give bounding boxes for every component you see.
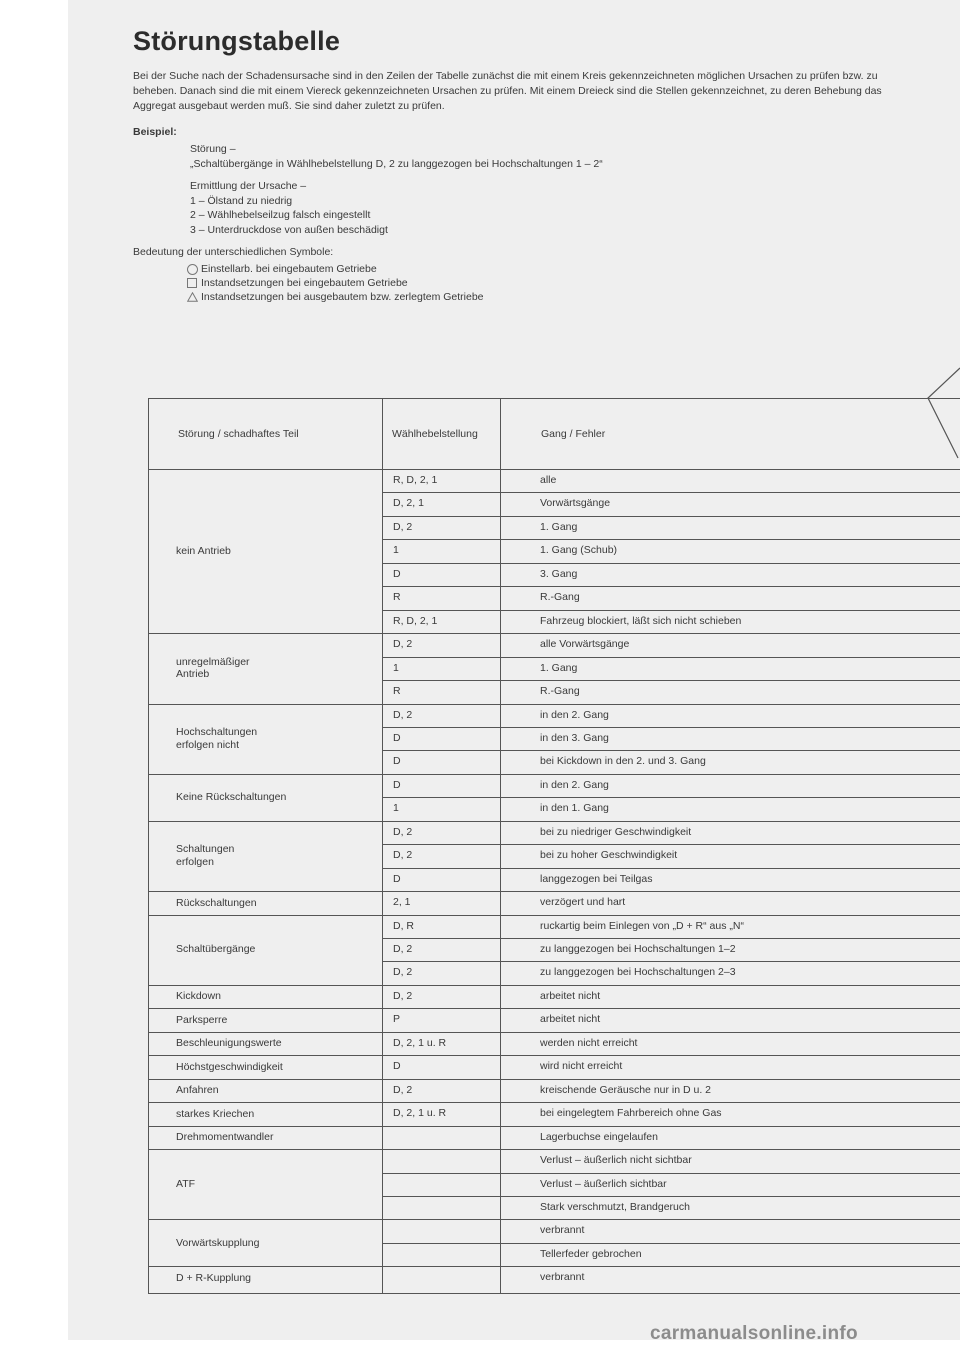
gear-fault-cell: 3. Gang <box>540 567 578 580</box>
selector-position-cell: D, 2 <box>393 1083 413 1096</box>
selector-position-cell: D, 2, 1 <box>393 497 424 510</box>
fault-group-label-line: erfolgen nicht <box>176 738 240 751</box>
cause-item: 3 – Unterdruckdose von außen beschädigt <box>190 223 388 236</box>
selector-position-cell: D <box>393 731 401 744</box>
selector-position-cell: R, D, 2, 1 <box>393 614 438 627</box>
cause-item: 2 – Wählhebelseilzug falsch eingestellt <box>190 209 371 221</box>
gear-fault-cell: Stark verschmutzt, Brandgeruch <box>540 1200 690 1213</box>
selector-position-cell: D <box>393 567 401 580</box>
fault-group-label <box>148 469 382 633</box>
header-selector: Wählhebelstellung <box>392 428 478 440</box>
fault-group-label <box>148 821 382 891</box>
selector-position-cell: D <box>393 872 401 885</box>
gear-fault-cell: Verlust – äußerlich sichtbar <box>540 1177 667 1190</box>
fault-group-label <box>148 985 382 1008</box>
gear-fault-cell: zu langgezogen bei Hochschaltungen 2–3 <box>540 966 736 979</box>
fault-group-label <box>148 1032 382 1055</box>
gear-fault-cell: in den 3. Gang <box>540 731 609 744</box>
page-title: Störungstabelle <box>133 26 341 56</box>
selector-position-cell: D, 2 <box>393 708 413 721</box>
fault-group-label-line: unregelmäßiger <box>176 655 250 668</box>
gear-fault-cell: Verlust – äußerlich nicht sichtbar <box>540 1154 692 1167</box>
selector-position-cell: D, 2 <box>393 825 413 838</box>
gear-fault-cell: bei zu hoher Geschwindigkeit <box>540 849 678 862</box>
intro-paragraph: Bei der Suche nach der Schadensursache sind in den Zeilen der Tabelle zunächst die mit einem Kreis gekennzeichneten möglichen Ursachen zu prüfen bzw. zu beheben. Danach sind die mit einem Viereck gekennzeichneten Ursachen zu prüfen. Mit einem Dreieck sind die Stellen gekennzeichnet, zu deren Behebung das Aggregat ausgebaut werden muß. Sie sind daher zuletzt zu prüfen. <box>133 70 882 112</box>
selector-position-cell: D, 2, 1 u. R <box>393 1036 447 1049</box>
gear-fault-cell: werden nicht erreicht <box>540 1036 638 1049</box>
fault-group-label-line: Höchstgeschwindigkeit <box>176 1060 283 1073</box>
fault-group-label-line: Parksperre <box>176 1013 228 1026</box>
fault-group-label <box>148 915 382 985</box>
fault-group-label-line: Schaltübergänge <box>176 943 256 956</box>
selector-position-cell: 1 <box>393 661 399 674</box>
gear-fault-cell: Lagerbuchse eingelaufen <box>540 1130 658 1143</box>
selector-position-cell: 1 <box>393 802 399 815</box>
fault-text: „Schaltübergänge in Wählhebelstellung D, 2 zu langgezogen bei Hochschaltungen 1 – 2“ <box>190 157 603 170</box>
gear-fault-cell: zu langgezogen bei Hochschaltungen 1–2 <box>540 943 736 955</box>
gear-fault-cell: langgezogen bei Teilgas <box>540 872 653 885</box>
fault-group-label-line: Beschleunigungswerte <box>176 1037 282 1050</box>
gear-fault-cell: 1. Gang <box>540 520 578 533</box>
fault-group-label <box>148 633 382 703</box>
gear-fault-cell: bei Kickdown in den 2. und 3. Gang <box>540 755 706 768</box>
selector-position-cell: D <box>393 1060 401 1073</box>
fault-group-label <box>148 1149 382 1219</box>
gear-fault-cell: 1. Gang (Schub) <box>540 544 618 557</box>
gear-fault-cell: arbeitet nicht <box>540 989 601 1002</box>
fault-group-label <box>148 1079 382 1102</box>
fault-table <box>148 398 960 1294</box>
triangle-icon <box>183 292 201 302</box>
fault-group-label-line: Drehmomentwandler <box>176 1131 274 1144</box>
page-content <box>133 26 893 304</box>
selector-position-cell: R, D, 2, 1 <box>393 474 438 486</box>
example-label: Beispiel: <box>133 126 177 138</box>
fault-group-label <box>148 891 382 914</box>
fault-group-label-line: Rückschaltungen <box>176 896 257 909</box>
symbol-text: Einstellarb. bei eingebautem Getriebe <box>201 263 377 275</box>
gear-fault-cell: kreischende Geräusche nur in D u. 2 <box>540 1083 712 1096</box>
gear-fault-cell: R.-Gang <box>540 685 580 698</box>
selector-position-cell: D, R <box>393 919 414 932</box>
gear-fault-cell: in den 1. Gang <box>540 802 609 815</box>
fault-group-label-line: Kickdown <box>176 990 221 1003</box>
symbol-legend <box>183 262 893 304</box>
gear-fault-cell: ruckartig beim Einlegen von „D + R“ aus „N“ <box>540 919 744 932</box>
gear-fault-cell: verbrannt <box>540 1224 585 1237</box>
selector-position-cell: 2, 1 <box>393 896 411 909</box>
square-icon <box>183 278 201 288</box>
selector-position-cell: D, 2 <box>393 520 413 533</box>
gear-fault-cell: alle Vorwärtsgänge <box>540 638 630 651</box>
fault-group-label <box>148 774 382 821</box>
symbols-label: Bedeutung der unterschiedlichen Symbole: <box>133 246 334 258</box>
selector-position-cell: D, 2 <box>393 638 413 651</box>
selector-position-cell: D, 2 <box>393 989 413 1002</box>
fault-group-label <box>148 1219 382 1266</box>
header-fault: Störung / schadhaftes Teil <box>178 428 299 440</box>
selector-position-cell: D, 2 <box>393 943 413 955</box>
selector-position-cell: R <box>393 685 401 698</box>
gear-fault-cell: in den 2. Gang <box>540 778 609 791</box>
selector-position-cell: D <box>393 778 401 791</box>
gear-fault-cell: Fahrzeug blockiert, läßt sich nicht schieben <box>540 614 742 627</box>
gear-fault-cell: 1. Gang <box>540 661 578 674</box>
gear-fault-cell: alle <box>540 474 557 486</box>
gear-fault-cell: Tellerfeder gebrochen <box>540 1247 642 1260</box>
gear-fault-cell: verbrannt <box>540 1271 585 1284</box>
selector-position-cell: P <box>393 1013 401 1026</box>
gear-fault-cell: bei eingelegtem Fahrbereich ohne Gas <box>540 1107 722 1120</box>
symbol-legend-item <box>183 262 893 276</box>
example-fault <box>190 142 893 237</box>
circle-icon <box>183 264 201 275</box>
fault-group-label <box>148 1126 382 1149</box>
fault-group-label-line: Antrieb <box>176 668 210 681</box>
fault-group-label-line: starkes Kriechen <box>176 1107 255 1120</box>
fault-label: Störung – <box>190 143 236 155</box>
fault-group-label-line: D + R-Kupplung <box>176 1271 252 1284</box>
selector-position-cell: R <box>393 591 401 604</box>
selector-position-cell: D <box>393 755 401 768</box>
fault-group-label-line: Anfahren <box>176 1084 219 1097</box>
symbol-text: Instandsetzungen bei eingebautem Getriebe <box>201 277 408 289</box>
cause-item: 1 – Ölstand zu niedrig <box>190 194 293 207</box>
symbol-legend-item <box>183 276 893 290</box>
gear-fault-cell: Vorwärtsgänge <box>540 497 611 510</box>
selector-position-cell: D, 2 <box>393 849 413 862</box>
fault-group-label <box>148 1266 382 1289</box>
fault-group-label-line: Keine Rückschaltungen <box>176 791 287 804</box>
fault-group-label-line: Schaltungen <box>176 843 235 856</box>
selector-position-cell: 1 <box>393 544 399 557</box>
fault-group-label-line: Hochschaltungen <box>176 726 258 739</box>
table-header <box>148 398 960 470</box>
fault-group-label <box>148 1055 382 1078</box>
fault-group-label <box>148 704 382 774</box>
fault-group-label <box>148 1102 382 1125</box>
header-gear-fault: Gang / Fehler <box>541 428 606 440</box>
gear-fault-cell: R.-Gang <box>540 591 580 604</box>
gear-fault-cell: wird nicht erreicht <box>540 1060 623 1073</box>
gear-fault-cell: arbeitet nicht <box>540 1013 601 1026</box>
symbol-legend-item <box>183 290 893 304</box>
selector-position-cell: D, 2 <box>393 966 413 979</box>
gear-fault-cell: in den 2. Gang <box>540 708 609 721</box>
fault-group-label <box>148 1008 382 1031</box>
symbol-text: Instandsetzungen bei ausgebautem bzw. zerlegtem Getriebe <box>201 291 484 303</box>
footer-watermark: carmanualsonline.info <box>650 1323 858 1344</box>
fault-group-label-line: kein Antrieb <box>176 544 231 557</box>
cause-label: Ermittlung der Ursache – <box>190 180 307 192</box>
gear-fault-cell: verzögert und hart <box>540 896 626 909</box>
gear-fault-cell: bei zu niedriger Geschwindigkeit <box>540 825 692 838</box>
fault-group-label-line: ATF <box>176 1177 196 1190</box>
fault-group-label-line: Vorwärtskupplung <box>176 1236 260 1249</box>
fault-group-label-line: erfolgen <box>176 855 214 868</box>
selector-position-cell: D, 2, 1 u. R <box>393 1107 447 1120</box>
